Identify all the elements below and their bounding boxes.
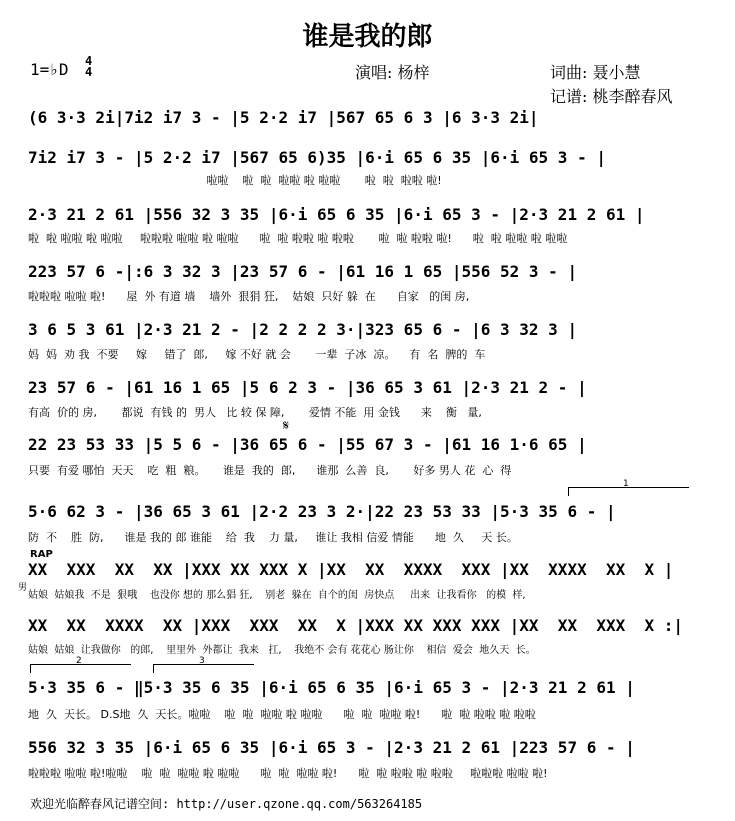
music-line-11: 5·3 35 6 - ‖5·3 35 6 35 |6·i 65 6 35 |6·i 65 3 - |2·3 21 2 61 |	[28, 678, 635, 697]
music-line-8: 5·6 62 3 - |36 65 3 61 |2·2 23 3 2·|22 23 53 33 |5·3 35 6 - |	[28, 502, 616, 521]
time-signature-bottom: 4	[85, 65, 93, 79]
key-signature: 1=♭D	[30, 60, 69, 79]
music-line-2: 7i2 i7 3 - |5 2·2 i7 |567 65 6)35 |6·i 65 6 35 |6·i 65 3 - |	[28, 148, 606, 167]
composer-credit: 词曲: 聂小慧	[550, 63, 641, 82]
music-line-1: (6 3·3 2i|7i2 i7 3 - |5 2·2 i7 |567 65 6 3 |6 3·3 2i|	[28, 108, 539, 127]
music-line-3: 2·3 21 2 61 |556 32 3 35 |6·i 65 6 35 |6·i 65 3 - |2·3 21 2 61 |	[28, 205, 645, 224]
lyric-line-5: 妈 妈 劝 我 不要 嫁 错了 郎, 嫁 不好 就 会 一辈 子冰 凉。 有 名 脾的 车	[28, 348, 486, 361]
volta-bracket-3: 3	[153, 664, 254, 673]
music-line-5: 3 6 5 3 61 |2·3 21 2 - |2 2 2 2 3·|323 65 6 - |6 3 32 3 |	[28, 320, 578, 339]
lyric-line-12: 啦啦啦 啦啦 啦!啦啦 啦 啦 啦啦 啦 啦啦 啦 啦 啦啦 啦! 啦 啦 啦啦 啦 啦啦 啦啦啦 啦啦 啦!	[28, 767, 548, 780]
rap-label: RAP	[30, 549, 53, 560]
transcriber-credit: 记谱: 桃李醉春风	[550, 87, 673, 106]
volta-bracket-2: 2	[30, 664, 131, 673]
rap-lyric-line-1: 姑娘 姑娘我 不是 狠哦 也没你 想的 那么猖 狂, 别老 躲在 自个的闺 房快点 出来 让我看你 的模 样,	[28, 590, 526, 601]
lyric-line-4: 啦啦啦 啦啦 啦! 屋 外 有道 墙 墙外 狠狷 狂, 姑娘 只好 躲 在 自家 的闺 房,	[28, 290, 470, 303]
time-signature-top: 4	[85, 54, 93, 68]
music-line-7: 22 23 53 33 |5 5 6 - |36 65 6 - |55 67 3 - |61 16 1·6 65 |	[28, 435, 587, 454]
volta-bracket-1: 1	[568, 487, 689, 496]
male-voice-label: 男	[18, 583, 28, 593]
segno-sign: 𝄋	[283, 418, 290, 434]
rap-rhythm-line-2: XX XX XXXX XX |XXX XXX XX X |XXX XX XXX XXX |XX XX XXX X :|	[28, 616, 684, 635]
lyric-line-11: 地 久 天长。 D.S地 久 天长。啦啦 啦 啦 啦啦 啦 啦啦 啦 啦 啦啦 啦! 啦 啦 啦啦 啦 啦啦	[28, 708, 536, 721]
song-title: 谁是我的郎	[302, 22, 433, 52]
singer-credit: 演唱: 杨梓	[355, 63, 430, 82]
music-line-6: 23 57 6 - |61 16 1 65 |5 6 2 3 - |36 65 3 61 |2·3 21 2 - |	[28, 378, 587, 397]
rap-lyric-line-2: 姑娘 姑娘 让我做你 的郎, 里里外 外都让 我来 扛, 我绝不 会有 花花心 肠让你 相信 爱会 地久天 长。	[28, 645, 536, 656]
music-line-12: 556 32 3 35 |6·i 65 6 35 |6·i 65 3 - |2·3 21 2 61 |223 57 6 - |	[28, 738, 635, 757]
footer-link-text: 欢迎光临醉春风记谱空间: http://user.qzone.qq.com/563264185	[30, 797, 423, 811]
lyric-line-8: 防 不 胜 防, 谁是 我的 郎 谁能 给 我 力 量, 谁让 我相 信爱 情能 地 久 天 长。	[28, 531, 518, 544]
time-signature	[85, 56, 92, 78]
lyric-line-6: 有高 价的 房, 都说 有钱 的 男人 比 较 保 障, 爱情 不能 用 金钱 来 衡 量,	[28, 406, 482, 419]
lyric-line-3: 啦 啦 啦啦 啦 啦啦 啦啦啦 啦啦 啦 啦啦 啦 啦 啦啦 啦 啦啦 啦 啦 啦啦 啦! 啦 啦 啦啦 啦 啦啦	[28, 232, 568, 245]
lyric-line-7: 只要 有爱 哪怕 天天 吃 粗 粮。 谁是 我的 郎, 谁那 么善 良, 好多 男人 花 心 得	[28, 464, 512, 477]
music-line-4: 223 57 6 -|:6 3 32 3 |23 57 6 - |61 16 1 65 |556 52 3 - |	[28, 262, 578, 281]
rap-rhythm-line-1: XX XXX XX XX |XXX XX XXX X |XX XX XXXX XXX |XX XXXX XX X |	[28, 560, 674, 579]
lyric-line-2: 啦啦 啦 啦 啦啦 啦 啦啦 啦 啦 啦啦 啦!	[28, 174, 442, 187]
